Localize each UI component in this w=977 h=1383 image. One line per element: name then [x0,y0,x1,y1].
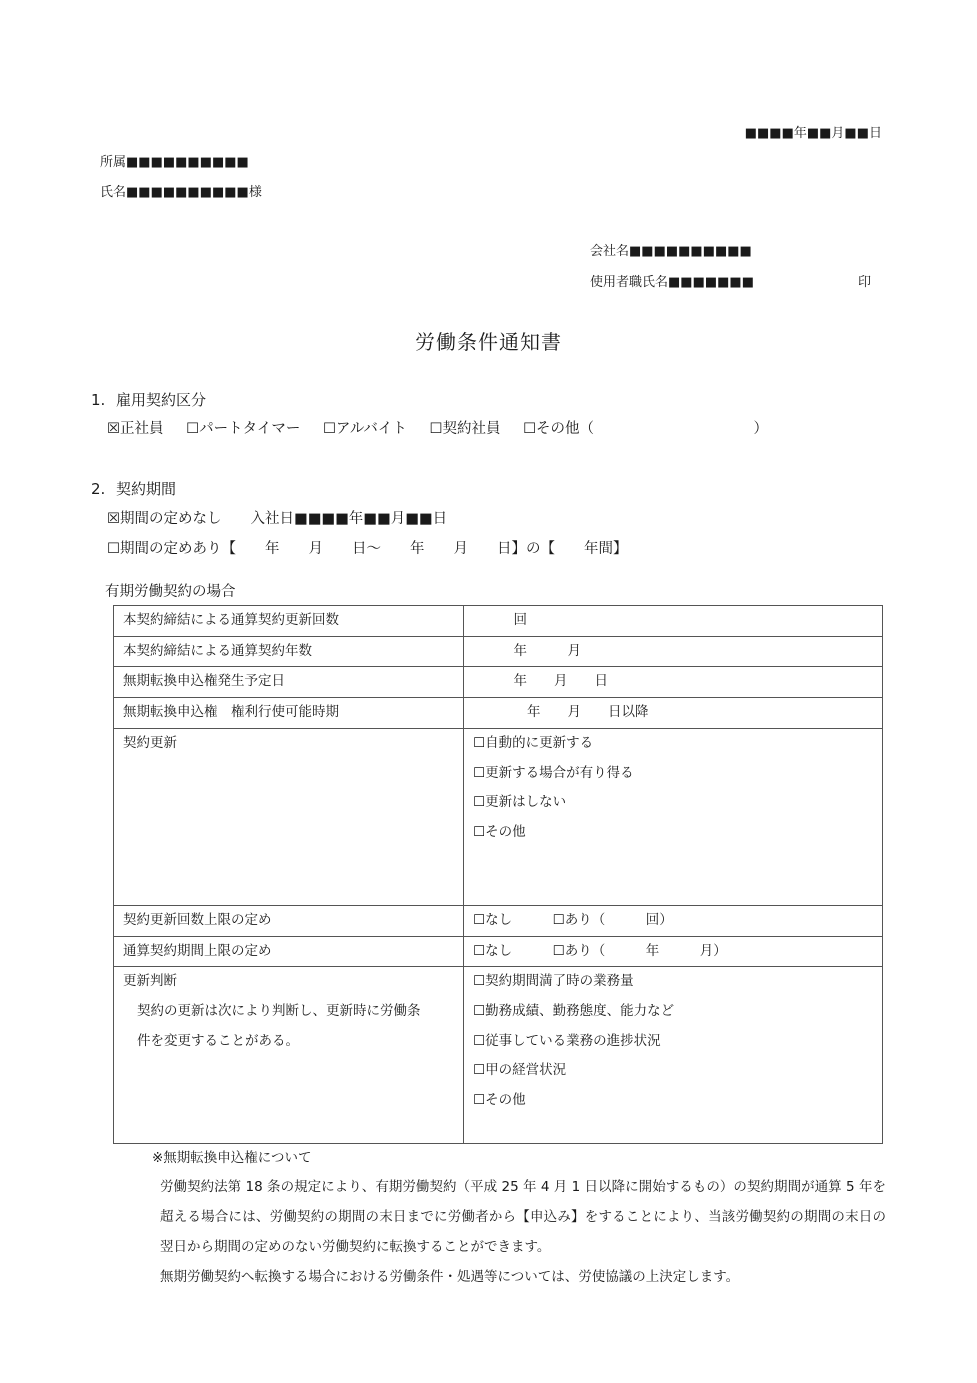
section-title: 雇用契約区分 [116,391,207,409]
company-name: 会社名■■■■■■■■■■ [590,244,752,259]
period-indefinite: ☒期間の定めなし 入社日■■■■年■■月■■日 [107,511,448,527]
judgment-label: 更新判断 [123,973,177,990]
row-value: 年 月 日 [464,667,883,698]
renewal-options [464,728,883,905]
table-row [114,606,883,637]
option-arbeit[interactable]: ☐アルバイト [322,421,407,437]
judgment-option[interactable]: ☐勤務成績、勤務態度、能力など [473,1002,675,1019]
judgment-options [464,967,883,1144]
judgment-label-cell [114,967,464,1144]
row-value: 回 [464,606,883,637]
section-1-heading [91,389,206,410]
recipient-affiliation: 所属■■■■■■■■■■ [100,155,249,170]
judgment-option[interactable]: ☐契約期間満了時の業務量 [473,973,634,990]
section-number: 1. [91,391,106,409]
row-value: 年 月 [464,636,883,667]
table-row [114,967,883,1144]
notes-paragraph: 労働契約法第 18 条の規定により、有期労働契約（平成 25 年 4 月 1 日以降に開始するもの）の契約期間が通算 5 年を超える場合には、労働契約の期間の末日までに労働者から【申込み】をすることにより、当該労働契約の期間の末日の翌日から期間の定めのない労働契約に転換することができます。 [160,1179,886,1255]
section-title: 契約期間 [116,480,177,498]
option-other[interactable]: ☐その他（ ） [523,421,769,437]
notes-paragraph: 無期労働契約へ転換する場合における労働条件・処遇等については、労使協議の上決定します。 [160,1269,740,1285]
row-label: 契約更新回数上限の定め [114,905,464,936]
option-part-timer[interactable]: ☐パートタイマー [186,421,301,437]
row-label: 無期転換申込権発生予定日 [114,667,464,698]
renewal-option[interactable]: ☐その他 [473,823,526,840]
table-row [114,936,883,967]
renewal-option[interactable]: ☐更新する場合が有り得る [473,764,634,781]
renewal-label: 契約更新 [114,728,464,905]
row-value[interactable]: ☐なし ☐あり（ 年 月） [464,936,883,967]
judgment-description: 契約の更新は次により判断し、更新時に労働条 [137,1002,421,1019]
employer-name: 使用者職氏名■■■■■■■ [590,275,754,290]
notes-heading: ※無期転換申込権について [152,1150,312,1166]
judgment-option[interactable]: ☐その他 [473,1092,526,1109]
row-value: 年 月 日以降 [464,698,883,729]
judgment-description: 件を変更することがある。 [137,1032,299,1049]
document-title: 労働条件通知書 [415,330,562,354]
section-number: 2. [91,480,106,498]
table-row [114,905,883,936]
recipient-name: 氏名■■■■■■■■■■様 [100,185,262,200]
section-2-heading [91,478,176,499]
row-label: 本契約締結による通算契約年数 [114,636,464,667]
row-value[interactable]: ☐なし ☐あり（ 回） [464,905,883,936]
row-label: 通算契約期間上限の定め [114,936,464,967]
judgment-option[interactable]: ☐甲の経営状況 [473,1062,567,1079]
period-fixed: ☐期間の定めあり【 年 月 日～ 年 月 日】の【 年間】 [107,541,628,557]
table-row [114,698,883,729]
judgment-option[interactable]: ☐従事している業務の進捗状況 [473,1032,661,1049]
fixed-term-heading: 有期労働契約の場合 [105,584,236,600]
row-label: 本契約締結による通算契約更新回数 [114,606,464,637]
table-row [114,728,883,905]
fixed-term-table [113,605,883,1144]
row-label: 無期転換申込権 権利行使可能時期 [114,698,464,729]
option-regular[interactable]: ☒正社員 [107,421,164,437]
issue-date: ■■■■年■■月■■日 [744,126,882,141]
employment-type-options [107,417,786,438]
table-row [114,636,883,667]
option-contract[interactable]: ☐契約社員 [429,421,501,437]
table-row [114,667,883,698]
renewal-option[interactable]: ☐更新はしない [473,794,567,811]
renewal-option[interactable]: ☐自動的に更新する [473,734,594,751]
seal-mark: 印 [858,275,872,290]
